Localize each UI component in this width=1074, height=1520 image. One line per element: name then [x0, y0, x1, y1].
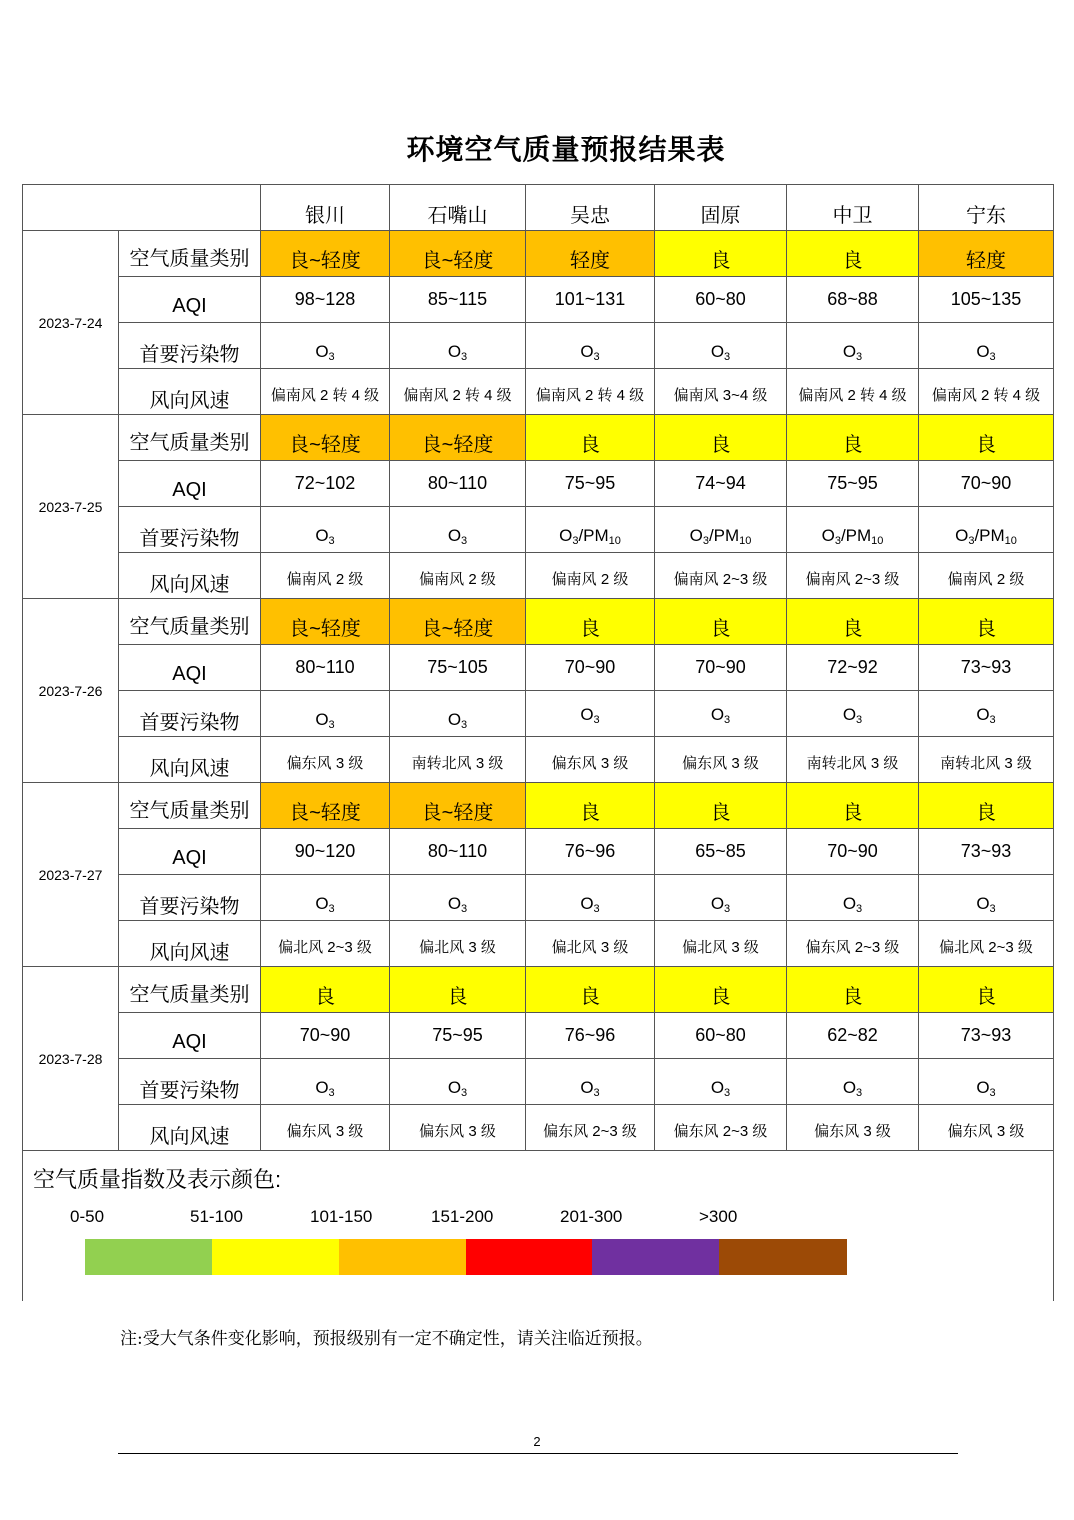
row-pollutant	[23, 507, 1054, 553]
row-label-wind: 风向风速	[119, 553, 261, 599]
city-header: 石嘴山	[390, 185, 526, 231]
row-pollutant	[23, 323, 1054, 369]
pollutant-symbol: O	[315, 342, 329, 361]
pollutant-subscript: 3	[724, 351, 731, 363]
pollutant-symbol: O	[447, 526, 462, 545]
row-label-category: 空气质量类别	[119, 415, 261, 461]
aqi-cell: 70~90	[526, 645, 655, 691]
category-cell: 良	[261, 967, 390, 1013]
row-label-aqi: AQI	[119, 1013, 261, 1059]
pollutant-symbol: O	[710, 342, 725, 361]
aqi-cell: 76~96	[526, 1013, 655, 1059]
aqi-cell: 75~105	[390, 645, 526, 691]
pollutant-subscript: 3	[702, 535, 709, 547]
pollutant-symbol: O	[315, 894, 329, 913]
legend-swatch-over-300	[719, 1239, 847, 1275]
pollutant-subscript: 3	[856, 1087, 863, 1099]
pollutant-subscript: 3	[856, 714, 863, 726]
page-title: 环境空气质量预报结果表	[406, 133, 726, 166]
pollutant-symbol: O	[447, 342, 462, 361]
row-pollutant	[23, 875, 1054, 921]
wind-cell: 偏南风 2 转 4 级	[261, 369, 390, 415]
pollutant-symbol: O	[842, 894, 857, 913]
aqi-cell: 65~85	[655, 829, 787, 875]
row-label-category: 空气质量类别	[119, 967, 261, 1013]
aqi-cell: 98~128	[261, 277, 390, 323]
aqi-cell: 70~90	[787, 829, 919, 875]
category-cell: 良	[787, 599, 919, 645]
pollutant-cell	[655, 507, 787, 553]
row-wind	[23, 553, 1054, 599]
wind-cell: 偏南风 2 转 4 级	[390, 369, 526, 415]
pollutant-subscript: 3	[461, 719, 468, 731]
pollutant-subscript: 3	[328, 903, 335, 915]
pollutant-subscript: 3	[593, 903, 600, 915]
wind-cell: 偏东风 2~3 级	[526, 1105, 655, 1151]
row-aqi	[23, 645, 1054, 691]
pollutant-symbol: O	[976, 705, 990, 724]
city-header: 宁东	[919, 185, 1054, 231]
aqi-cell: 105~135	[919, 277, 1054, 323]
pollutant-subscript: 3	[593, 1087, 600, 1099]
wind-cell: 南转北风 3 级	[390, 737, 526, 783]
footer-rule	[118, 1453, 958, 1454]
aqi-cell: 73~93	[919, 1013, 1054, 1059]
pollutant-subscript: 3	[328, 535, 335, 547]
pollutant-subscript: 3	[989, 903, 996, 915]
pollutant-symbol: O	[710, 894, 725, 913]
wind-cell: 南转北风 3 级	[787, 737, 919, 783]
pollutant-subscript: 3	[856, 903, 863, 915]
pollutant-subscript: 3	[593, 714, 600, 726]
legend-swatch-151-200	[466, 1239, 592, 1275]
pollutant-subscript: 3	[461, 535, 468, 547]
aqi-cell: 73~93	[919, 829, 1054, 875]
row-label-wind: 风向风速	[119, 369, 261, 415]
date-cell: 2023-7-25	[23, 415, 119, 599]
pollutant-subscript-2: 10	[739, 535, 752, 547]
pollutant-cell	[526, 323, 655, 369]
category-cell: 良	[919, 415, 1054, 461]
pollutant-subscript: 3	[572, 535, 579, 547]
aqi-cell: 62~82	[787, 1013, 919, 1059]
aqi-cell: 76~96	[526, 829, 655, 875]
legend-cell	[23, 1151, 1054, 1302]
aqi-cell: 75~95	[390, 1013, 526, 1059]
category-cell: 良	[655, 599, 787, 645]
aqi-cell: 60~80	[655, 277, 787, 323]
wind-cell: 偏南风 2 级	[390, 553, 526, 599]
category-cell: 良~轻度	[390, 415, 526, 461]
legend-swatch-0-50	[85, 1239, 212, 1275]
aqi-cell: 73~93	[919, 645, 1054, 691]
legend-range-label: 201-300	[560, 1207, 623, 1226]
page-number: 2	[533, 1434, 541, 1449]
aqi-cell: 90~120	[261, 829, 390, 875]
aqi-cell: 60~80	[655, 1013, 787, 1059]
wind-cell: 偏东风 3 级	[261, 1105, 390, 1151]
pollutant-symbol-2: /PM	[974, 526, 1005, 545]
pollutant-cell	[390, 323, 526, 369]
pollutant-symbol: O	[710, 1078, 725, 1097]
pollutant-cell	[526, 1059, 655, 1105]
pollutant-symbol: O	[559, 526, 573, 545]
pollutant-subscript: 3	[834, 535, 841, 547]
pollutant-symbol: O	[315, 1078, 329, 1097]
pollutant-subscript: 3	[461, 903, 468, 915]
aqi-cell: 72~102	[261, 461, 390, 507]
row-wind	[23, 737, 1054, 783]
pollutant-symbol: O	[315, 710, 329, 729]
category-cell: 良	[655, 231, 787, 277]
pollutant-subscript: 3	[461, 351, 468, 363]
pollutant-cell	[655, 323, 787, 369]
category-cell: 良	[526, 783, 655, 829]
wind-cell: 偏南风 2 级	[919, 553, 1054, 599]
wind-cell: 南转北风 3 级	[919, 737, 1054, 783]
pollutant-symbol: O	[447, 894, 462, 913]
date-cell: 2023-7-27	[23, 783, 119, 967]
pollutant-cell	[390, 1059, 526, 1105]
pollutant-cell	[261, 1059, 390, 1105]
pollutant-subscript: 3	[968, 535, 975, 547]
pollutant-symbol: O	[976, 342, 990, 361]
pollutant-symbol: O	[447, 710, 462, 729]
aqi-cell: 85~115	[390, 277, 526, 323]
wind-cell: 偏东风 3 级	[787, 1105, 919, 1151]
city-header: 固原	[655, 185, 787, 231]
row-label-pollutant: 首要污染物	[119, 875, 261, 921]
header-row	[23, 185, 1054, 231]
row-label-pollutant: 首要污染物	[119, 691, 261, 737]
pollutant-subscript-2: 10	[871, 535, 884, 547]
pollutant-cell	[787, 1059, 919, 1105]
pollutant-subscript: 3	[989, 714, 996, 726]
pollutant-cell	[526, 875, 655, 921]
category-cell: 良~轻度	[261, 415, 390, 461]
row-label-category: 空气质量类别	[119, 783, 261, 829]
row-category	[23, 783, 1054, 829]
pollutant-subscript-2: 10	[1004, 535, 1017, 547]
category-cell: 良	[655, 967, 787, 1013]
category-cell: 良	[526, 415, 655, 461]
pollutant-cell	[390, 507, 526, 553]
pollutant-symbol: O	[315, 526, 329, 545]
row-label-pollutant: 首要污染物	[119, 1059, 261, 1105]
row-wind	[23, 1105, 1054, 1151]
pollutant-symbol: O	[710, 705, 725, 724]
pollutant-subscript: 3	[724, 903, 731, 915]
date-cell: 2023-7-24	[23, 231, 119, 415]
corner-cell	[23, 185, 261, 231]
pollutant-symbol: O	[842, 705, 857, 724]
category-cell: 良	[919, 967, 1054, 1013]
pollutant-cell	[787, 323, 919, 369]
wind-cell: 偏南风 2 级	[526, 553, 655, 599]
category-cell: 良	[526, 967, 655, 1013]
aqi-cell: 75~95	[787, 461, 919, 507]
pollutant-subscript: 3	[328, 351, 335, 363]
row-pollutant	[23, 1059, 1054, 1105]
pollutant-symbol: O	[580, 1078, 594, 1097]
category-cell: 轻度	[526, 231, 655, 277]
category-cell: 良~轻度	[390, 783, 526, 829]
category-cell: 良	[655, 415, 787, 461]
legend-range-label: 151-200	[431, 1207, 494, 1226]
pollutant-subscript: 3	[593, 351, 600, 363]
row-category	[23, 415, 1054, 461]
wind-cell: 偏南风 2 转 4 级	[526, 369, 655, 415]
pollutant-symbol: O	[689, 526, 703, 545]
pollutant-symbol-2: /PM	[840, 526, 872, 545]
row-category	[23, 599, 1054, 645]
aqi-cell: 80~110	[390, 829, 526, 875]
wind-cell: 偏北风 2~3 级	[919, 921, 1054, 967]
pollutant-symbol: O	[580, 342, 594, 361]
row-aqi	[23, 829, 1054, 875]
wind-cell: 偏东风 3 级	[919, 1105, 1054, 1151]
category-cell: 良~轻度	[261, 783, 390, 829]
category-cell: 良	[655, 783, 787, 829]
row-category	[23, 967, 1054, 1013]
pollutant-cell	[919, 1059, 1054, 1105]
pollutant-subscript: 3	[724, 714, 731, 726]
row-aqi	[23, 461, 1054, 507]
row-aqi	[23, 1013, 1054, 1059]
category-cell: 良	[390, 967, 526, 1013]
city-header: 吴忠	[526, 185, 655, 231]
category-cell: 良	[919, 783, 1054, 829]
category-cell: 良	[787, 231, 919, 277]
pollutant-cell	[390, 691, 526, 737]
legend-range-label: 51-100	[190, 1207, 243, 1226]
row-wind	[23, 921, 1054, 967]
wind-cell: 偏北风 3 级	[655, 921, 787, 967]
row-label-category: 空气质量类别	[119, 231, 261, 277]
wind-cell: 偏南风 2~3 级	[787, 553, 919, 599]
pollutant-symbol: O	[580, 705, 594, 724]
row-wind	[23, 369, 1054, 415]
legend-range-label: 0-50	[70, 1207, 105, 1226]
row-label-wind: 风向风速	[119, 737, 261, 783]
pollutant-cell	[526, 691, 655, 737]
pollutant-cell	[261, 691, 390, 737]
wind-cell: 偏北风 3 级	[390, 921, 526, 967]
row-label-category: 空气质量类别	[119, 599, 261, 645]
legend-row	[23, 1151, 1054, 1302]
wind-cell: 偏东风 3 级	[390, 1105, 526, 1151]
pollutant-cell	[787, 875, 919, 921]
wind-cell: 偏北风 3 级	[526, 921, 655, 967]
pollutant-symbol: O	[842, 1078, 857, 1097]
wind-cell: 偏北风 2~3 级	[261, 921, 390, 967]
pollutant-symbol: O	[821, 526, 835, 545]
pollutant-symbol-2: /PM	[578, 526, 609, 545]
forecast-table	[22, 184, 1054, 1301]
date-cell: 2023-7-28	[23, 967, 119, 1151]
pollutant-cell	[526, 507, 655, 553]
row-label-aqi: AQI	[119, 829, 261, 875]
pollutant-subscript-2: 10	[608, 535, 621, 547]
row-label-aqi: AQI	[119, 645, 261, 691]
pollutant-symbol-2: /PM	[708, 526, 740, 545]
category-cell: 良~轻度	[390, 231, 526, 277]
wind-cell: 偏南风 2 级	[261, 553, 390, 599]
date-cell: 2023-7-26	[23, 599, 119, 783]
wind-cell: 偏南风 2~3 级	[655, 553, 787, 599]
category-cell: 轻度	[919, 231, 1054, 277]
wind-cell: 偏东风 2~3 级	[787, 921, 919, 967]
aqi-cell: 101~131	[526, 277, 655, 323]
pollutant-subscript: 3	[461, 1087, 468, 1099]
pollutant-subscript: 3	[856, 351, 863, 363]
pollutant-subscript: 3	[724, 1087, 731, 1099]
pollutant-symbol: O	[580, 894, 594, 913]
category-cell: 良~轻度	[261, 599, 390, 645]
legend-range-label: 101-150	[310, 1207, 373, 1226]
legend-swatch-101-150	[339, 1239, 466, 1275]
category-cell: 良	[919, 599, 1054, 645]
row-aqi	[23, 277, 1054, 323]
category-cell: 良~轻度	[390, 599, 526, 645]
pollutant-symbol: O	[447, 1078, 462, 1097]
wind-cell: 偏南风 2 转 4 级	[919, 369, 1054, 415]
wind-cell: 偏东风 3 级	[526, 737, 655, 783]
row-label-aqi: AQI	[119, 461, 261, 507]
category-cell: 良	[787, 783, 919, 829]
pollutant-cell	[919, 323, 1054, 369]
aqi-cell: 72~92	[787, 645, 919, 691]
pollutant-cell	[787, 507, 919, 553]
aqi-cell: 70~90	[919, 461, 1054, 507]
city-header: 银川	[261, 185, 390, 231]
pollutant-subscript: 3	[989, 1087, 996, 1099]
pollutant-symbol: O	[955, 526, 969, 545]
pollutant-subscript: 3	[328, 1087, 335, 1099]
legend-swatch-201-300	[592, 1239, 719, 1275]
pollutant-cell	[261, 323, 390, 369]
pollutant-subscript: 3	[989, 351, 996, 363]
aqi-cell: 70~90	[655, 645, 787, 691]
legend-swatch-51-100	[212, 1239, 339, 1275]
wind-cell: 偏南风 3~4 级	[655, 369, 787, 415]
wind-cell: 偏东风 3 级	[655, 737, 787, 783]
row-label-pollutant: 首要污染物	[119, 507, 261, 553]
pollutant-cell	[919, 691, 1054, 737]
pollutant-cell	[655, 1059, 787, 1105]
legend-range-label: >300	[699, 1207, 738, 1226]
pollutant-cell	[261, 507, 390, 553]
wind-cell: 偏南风 2 转 4 级	[787, 369, 919, 415]
pollutant-symbol: O	[976, 1078, 990, 1097]
pollutant-cell	[655, 875, 787, 921]
wind-cell: 偏东风 3 级	[261, 737, 390, 783]
row-category	[23, 231, 1054, 277]
pollutant-symbol: O	[842, 342, 857, 361]
aqi-cell: 80~110	[261, 645, 390, 691]
city-header: 中卫	[787, 185, 919, 231]
legend-title: 空气质量指数及表示颜色:	[33, 1167, 282, 1192]
row-label-aqi: AQI	[119, 277, 261, 323]
row-label-wind: 风向风速	[119, 1105, 261, 1151]
category-cell: 良	[787, 415, 919, 461]
aqi-cell: 80~110	[390, 461, 526, 507]
aqi-cell: 75~95	[526, 461, 655, 507]
aqi-cell: 68~88	[787, 277, 919, 323]
row-label-wind: 风向风速	[119, 921, 261, 967]
category-cell: 良	[526, 599, 655, 645]
wind-cell: 偏东风 2~3 级	[655, 1105, 787, 1151]
pollutant-cell	[787, 691, 919, 737]
aqi-cell: 74~94	[655, 461, 787, 507]
footnote: 注:受大气条件变化影响，预报级别有一定不确定性，请关注临近预报。	[120, 1329, 653, 1349]
category-cell: 良~轻度	[261, 231, 390, 277]
row-label-pollutant: 首要污染物	[119, 323, 261, 369]
pollutant-cell	[390, 875, 526, 921]
pollutant-cell	[919, 507, 1054, 553]
pollutant-symbol: O	[976, 894, 990, 913]
aqi-cell: 70~90	[261, 1013, 390, 1059]
category-cell: 良	[787, 967, 919, 1013]
pollutant-cell	[261, 875, 390, 921]
row-pollutant	[23, 691, 1054, 737]
pollutant-cell	[919, 875, 1054, 921]
pollutant-subscript: 3	[328, 719, 335, 731]
pollutant-cell	[655, 691, 787, 737]
